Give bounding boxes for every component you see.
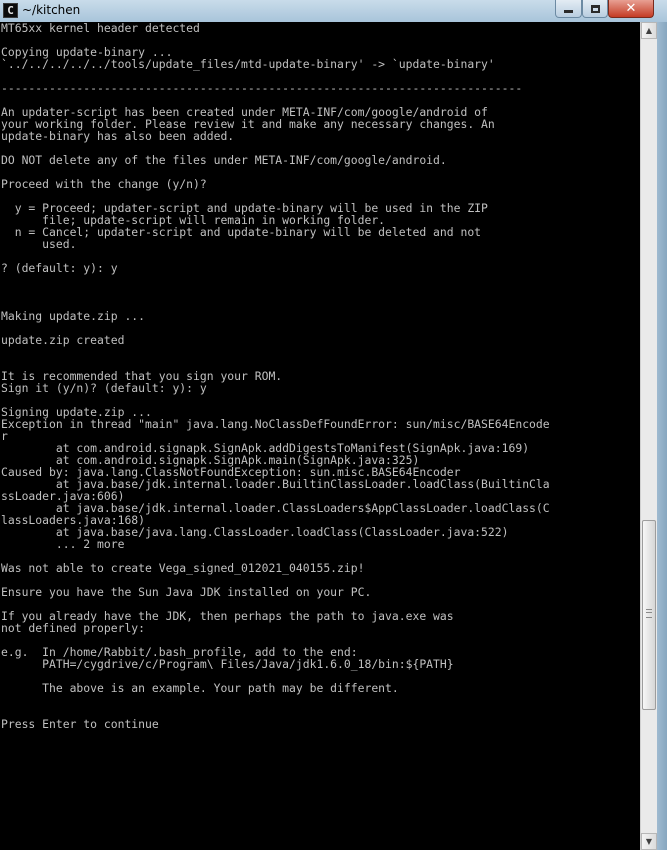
console-line: ssLoader.java:606)	[1, 489, 125, 503]
console-line: PATH=/cygdrive/c/Program\ Files/Java/jdk1.6.0_18/bin:${PATH}	[1, 657, 454, 671]
console-line: not defined properly:	[1, 621, 146, 635]
scroll-down-button[interactable]	[641, 833, 657, 850]
console-line: `../../../../../tools/update_files/mtd-update-binary' -> `update-binary'	[1, 57, 495, 71]
console-line: MT65xx kernel header detected	[1, 22, 200, 35]
console-line: update.zip created	[1, 333, 125, 347]
console-line: n = Cancel; updater-script and update-binary will be deleted and not	[1, 225, 482, 239]
window-title: ~/kitchen	[22, 3, 81, 17]
close-icon: ✕	[625, 1, 637, 16]
console-output[interactable]	[0, 22, 640, 850]
console-line: used.	[1, 237, 77, 251]
maximize-button[interactable]	[582, 0, 608, 18]
console-line: lassLoaders.java:168)	[1, 513, 146, 527]
console-line: Exception in thread "main" java.lang.NoClassDefFoundError: sun/misc/BASE64Encode	[1, 417, 550, 431]
console-line: Sign it (y/n)? (default: y): y	[1, 381, 207, 395]
console-line: ? (default: y): y	[1, 261, 118, 275]
console-line: Press Enter to continue	[1, 717, 159, 731]
console-line	[1, 286, 640, 298]
console-line: at java.base/java.lang.ClassLoader.loadClass(ClassLoader.java:522)	[1, 525, 509, 539]
console-line: Proceed with the change (y/n)?	[1, 177, 207, 191]
console-line: ... 2 more	[1, 537, 125, 551]
console-line: e.g. In /home/Rabbit/.bash_profile, add to the end:	[1, 645, 358, 659]
console-line: update-binary has also been added.	[1, 129, 235, 143]
console-line: The above is an example. Your path may be different.	[1, 681, 399, 695]
console-line	[1, 274, 640, 286]
console-line: y = Proceed; updater-script and update-binary will be used in the ZIP	[1, 201, 488, 215]
console-line: file; update-script will remain in working folder.	[1, 213, 386, 227]
console-line	[1, 694, 640, 706]
cygwin-terminal-icon[interactable]: C	[3, 3, 18, 18]
scrollbar-grip-icon	[646, 609, 652, 618]
console-line: r	[1, 429, 8, 443]
console-line: If you already have the JDK, then perhaps the path to java.exe was	[1, 609, 454, 623]
minimize-icon	[564, 10, 573, 13]
console-line: Copying update-binary ...	[1, 45, 173, 59]
minimize-button[interactable]	[555, 0, 582, 18]
scroll-up-button[interactable]	[641, 22, 657, 39]
console-line: Ensure you have the Sun Java JDK installed on your PC.	[1, 585, 372, 599]
window-frame-right	[657, 22, 667, 850]
console-line: ----------------------------------------------------------------------------	[1, 81, 523, 95]
console-line: Caused by: java.lang.ClassNotFoundException: sun.misc.BASE64Encoder	[1, 465, 461, 479]
console-line: at java.base/jdk.internal.loader.BuiltinClassLoader.loadClass(BuiltinCla	[1, 477, 550, 491]
close-button[interactable]	[608, 0, 654, 18]
scrollbar-thumb[interactable]	[642, 520, 656, 710]
console-line	[1, 346, 640, 358]
console-line: An updater-script has been created under META-INF/com/google/android of	[1, 105, 488, 119]
scroll-up-arrow-icon: ▲	[645, 26, 653, 35]
console-line: Was not able to create Vega_signed_012021_040155.zip!	[1, 561, 365, 575]
console-text	[0, 22, 640, 730]
console-line: at com.android.signapk.SignApk.main(SignApk.java:325)	[1, 453, 420, 467]
vertical-scrollbar[interactable]	[640, 22, 657, 850]
console-line: your working folder. Please review it and make any necessary changes. An	[1, 117, 495, 131]
console-line: Signing update.zip ...	[1, 405, 152, 419]
scroll-down-arrow-icon: ▼	[645, 837, 653, 846]
console-line: It is recommended that you sign your ROM.	[1, 369, 283, 383]
console-line: DO NOT delete any of the files under META-INF/com/google/android.	[1, 153, 447, 167]
console-line: at java.base/jdk.internal.loader.ClassLoaders$AppClassLoader.loadClass(C	[1, 501, 550, 515]
console-line: at com.android.signapk.SignApk.addDigestsToManifest(SignApk.java:169)	[1, 441, 530, 455]
title-bar[interactable]	[0, 0, 667, 22]
maximize-icon	[591, 5, 600, 13]
console-line: Making update.zip ...	[1, 309, 146, 323]
